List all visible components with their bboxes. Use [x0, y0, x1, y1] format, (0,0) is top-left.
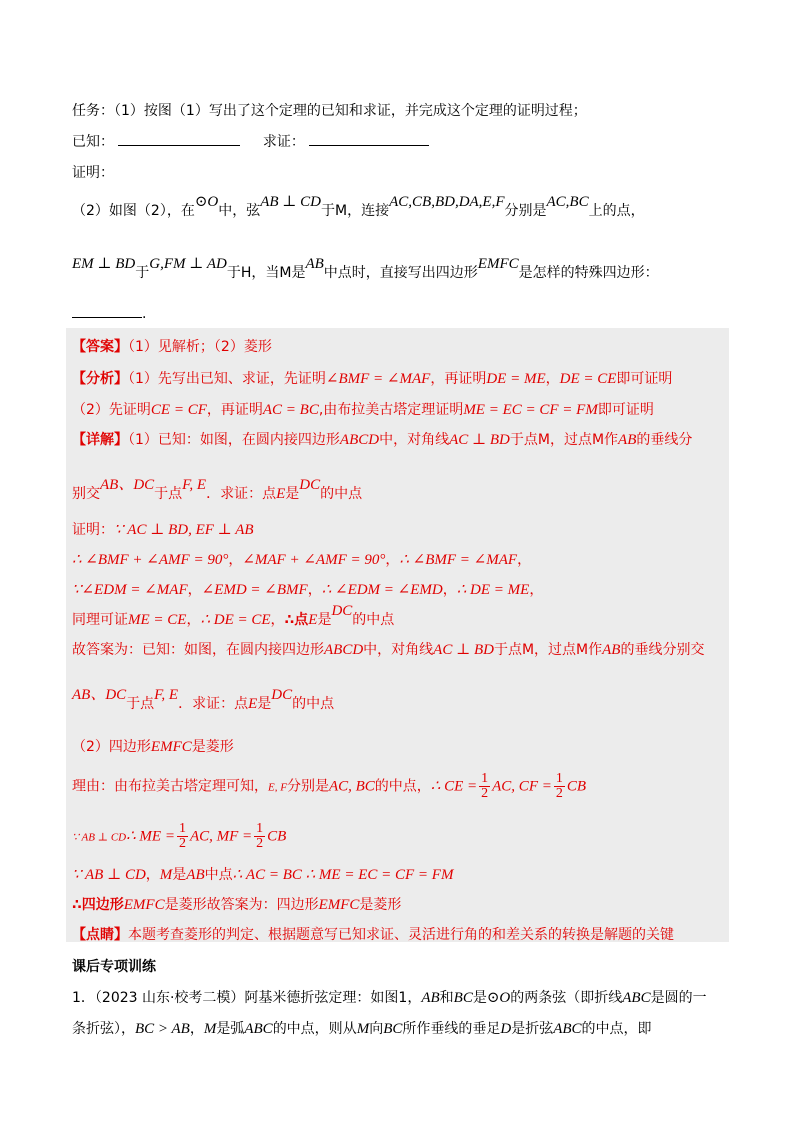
detail-text: ， [442, 582, 457, 598]
detail-text: （2）四边形 [72, 739, 151, 755]
detail-text: ， [187, 582, 202, 598]
detail-line-2 [72, 477, 363, 503]
detail-math: ∴ DE = ME [456, 582, 530, 598]
detail-math: ∵ AC ⊥ BD, EF ⊥ AB [114, 522, 254, 538]
fraction-numerator: 1 [178, 821, 186, 836]
detail-math: AC ⊥ BD [433, 642, 494, 658]
detail-text: ∴点 [284, 612, 309, 628]
detail-math: ∴ ∠EDM = ∠EMD [321, 582, 443, 598]
answer-tag: 【答案】 [72, 339, 128, 355]
q2-text: 分别是 [504, 203, 547, 219]
problem-math: M [203, 1021, 217, 1037]
reason-line-3 [72, 822, 286, 851]
analysis-math: CE = CF [150, 402, 207, 418]
detail-math: E [248, 696, 258, 712]
analysis-text: （1）先写出已知、求证，先证明 [128, 371, 326, 387]
detail-text: 的中点 [320, 486, 363, 502]
reason-line-1 [72, 736, 234, 756]
detail-math: AC, CF = [492, 778, 552, 795]
detail-line-1 [72, 429, 692, 449]
problem-text: 条折弦）， [72, 1021, 135, 1037]
detail-text: ， [145, 867, 160, 883]
detail-math: ∴ CE = [430, 778, 478, 795]
analysis-math: ME = EC = CF = FM [463, 402, 598, 418]
problem-text: 的中点，即 [581, 1021, 652, 1037]
problem1-line-1 [72, 987, 707, 1007]
fraction [177, 822, 188, 851]
q2-math: EM ⊥ BD [72, 256, 136, 272]
proof-line [72, 162, 114, 182]
detail-text: 于点 [154, 486, 183, 502]
q2-math: AB [305, 256, 324, 272]
problem-math: D [500, 1021, 512, 1037]
reason-line-4 [72, 864, 453, 884]
detail-text: 是菱形 [191, 739, 234, 755]
task-text: 任务：（1）按图（1）写出了这个定理的已知和求证，并完成这个定理的证明过程； [72, 103, 587, 119]
detail-text: 中点 [204, 867, 233, 883]
q2-text: 于H，当M是 [226, 265, 306, 281]
comment-text: 本题考查菱形的判定、根据题意写已知求证、灵活进行角的和差关系的转换是解题的关键 [128, 927, 674, 943]
detail-math: E [308, 612, 318, 628]
detail-math: CB [566, 778, 587, 795]
detail-math: AB [186, 867, 205, 883]
detail-math: F, E [182, 477, 207, 493]
detail-math: ∴ ∠BMF + ∠AMF = 90° [72, 552, 229, 568]
detail-math: AB、DC [100, 477, 155, 493]
comment-tag: 【点睛】 [72, 927, 128, 943]
detail-text: ．求证：点 [206, 486, 277, 502]
fraction [254, 822, 265, 851]
fraction-numerator: 1 [256, 821, 264, 836]
detail-math: ME = CE [128, 612, 187, 628]
analysis-text: ，再证明 [206, 402, 263, 418]
detail-text: 是 [317, 612, 332, 628]
fraction-numerator: 1 [555, 771, 563, 786]
detail-text: 是 [172, 867, 187, 883]
proof-line-3 [72, 579, 543, 599]
problem-math: ABC [622, 990, 651, 1006]
q2-line-3 [72, 305, 146, 322]
detail-text: 于点M，过点M作 [509, 432, 619, 448]
detail-text: 的中点， [374, 778, 431, 795]
problem-text: 1．（2023 山东·校考二模）阿基米德折弦定理：如图1， [72, 990, 422, 1006]
detail-math: DC [331, 603, 353, 619]
problem-text: 是折弦 [511, 1021, 554, 1037]
summary-line-2 [72, 687, 335, 713]
detail-text: ， [228, 552, 243, 568]
q2-line-1 [72, 194, 645, 220]
detail-text: 于点M，过点M作 [493, 642, 603, 658]
answer-text: （1）见解析；（2）菱形 [128, 339, 272, 355]
detail-math: ∴ DE = CE [200, 612, 271, 628]
q2-text: 中点时，直接写出四边形 [323, 265, 478, 281]
known-label: 已知： [72, 134, 114, 150]
known-prove-line [72, 131, 429, 151]
detail-math: AC ⊥ BD [449, 432, 510, 448]
detail-text: ， [307, 582, 322, 598]
detail-text: 是 [257, 696, 272, 712]
detail-text: 故答案为：已知：如图，在圆内接四边形 [72, 642, 324, 658]
problem-text: 是圆的一 [650, 990, 707, 1006]
detail-text: 的垂线分 [636, 432, 693, 448]
analysis-text: ,由布拉美古塔定理证明 [318, 402, 464, 418]
problem-math: BC [383, 1021, 403, 1037]
detail-math: AB [602, 642, 621, 658]
detail-math: ABCD [324, 642, 364, 658]
analysis-math: ∠BMF = ∠MAF [325, 371, 431, 387]
detail-math: EMFC [318, 897, 360, 913]
detail-math: ∠MAF + ∠AMF = 90° [242, 552, 386, 568]
q2-text: 是怎样的特殊四边形： [518, 265, 659, 281]
detail-math: AB [618, 432, 637, 448]
detail-text: 中，对角线 [363, 642, 434, 658]
detail-text: ， [270, 612, 285, 628]
problem-text: 和 [439, 990, 454, 1006]
analysis-text: （2）先证明 [72, 402, 151, 418]
detail-text: 是菱形故答案为：四边形 [164, 897, 319, 913]
detail-text: 的中点 [292, 696, 335, 712]
problem-text: 向 [369, 1021, 384, 1037]
detail-math: CB [267, 828, 287, 845]
detail-text: 理由：由布拉美古塔定理可知， [72, 778, 268, 795]
answer-line [72, 336, 272, 356]
fraction-denominator: 2 [555, 786, 563, 801]
detail-text: 的垂线分别交 [620, 642, 705, 658]
q2-line-2 [72, 256, 659, 282]
prove-label: 求证： [262, 134, 305, 150]
analysis-text: 即可证明 [616, 371, 673, 387]
detail-math: F, E [154, 687, 179, 703]
fraction-denominator: 2 [256, 836, 264, 851]
detail-math: EMFC [123, 897, 165, 913]
detail-tag: 【详解】 [72, 432, 128, 448]
prove-blank[interactable] [309, 133, 429, 146]
task-line [72, 100, 587, 120]
problem-text: 是 [472, 990, 487, 1006]
q2-text: 于 [135, 265, 150, 281]
analysis-text: 即可证明 [597, 402, 654, 418]
proof-label: 证明： [72, 165, 114, 181]
detail-math: E, F [268, 781, 287, 794]
q2-math: EMFC [477, 256, 519, 272]
detail-math: ∴ AC = BC ∴ ME = EC = CF = FM [232, 867, 454, 883]
detail-math: ABCD [339, 432, 380, 448]
q2-answer-blank[interactable] [72, 305, 142, 318]
q2-text: （2）如图（2），在 [72, 203, 195, 219]
analysis-math: DE = ME [486, 371, 546, 387]
detail-text: 的中点 [352, 612, 395, 628]
q2-math: G,FM ⊥ AD [149, 256, 227, 272]
detail-text: （1）已知：如图，在圆内接四边形 [128, 432, 340, 448]
detail-text: ．求证：点 [178, 696, 249, 712]
detail-text: ， [186, 612, 201, 628]
fraction [554, 772, 565, 801]
detail-math: AC, BC [328, 778, 375, 795]
q2-math: AC,BC [546, 194, 589, 210]
problem-text: ， [189, 1021, 204, 1037]
detail-text: ∴四边形 [72, 897, 124, 913]
problem-text: 所作垂线的垂足 [402, 1021, 501, 1037]
detail-math: DC [271, 687, 293, 703]
detail-math: AC, MF = [189, 828, 253, 845]
problem-math: ABC [244, 1021, 273, 1037]
q2-text: 中，弦 [218, 203, 261, 219]
comment-line [72, 924, 674, 944]
problem-math: ABC [553, 1021, 582, 1037]
detail-math: ∵∠EDM = ∠MAF [72, 582, 188, 598]
q2-math: AC,CB,BD,DA,E,F [389, 194, 505, 210]
reason-line-5 [72, 894, 401, 914]
detail-text: 同理可证 [72, 612, 128, 628]
detail-text: ， [517, 552, 532, 568]
detail-text: ， [529, 582, 544, 598]
problem-math: BC [453, 990, 473, 1006]
proof-line-2 [72, 549, 531, 569]
detail-text: ， [385, 552, 400, 568]
q2-text: 上的点， [588, 203, 645, 219]
q2-text: . [142, 306, 147, 322]
detail-text: 证明： [72, 522, 114, 538]
analysis-math: AC = BC [262, 402, 319, 418]
section-heading-text: 课后专项训练 [72, 959, 156, 975]
detail-text: 中，对角线 [379, 432, 450, 448]
detail-math: AB、DC [72, 687, 127, 703]
summary-line-1 [72, 639, 704, 659]
problem-text: 的两条弦（即折线 [510, 990, 623, 1006]
detail-text: 是菱形 [359, 897, 402, 913]
detail-math: M [159, 867, 173, 883]
detail-math: ∠EMD = ∠BMF [201, 582, 308, 598]
analysis-line-2 [72, 399, 654, 419]
fraction-numerator: 1 [481, 771, 489, 786]
problem-text: 是弧 [216, 1021, 245, 1037]
detail-math: ∴ ME = [126, 828, 175, 845]
problem-math: M [356, 1021, 370, 1037]
problem-math: BC > AB [135, 1021, 190, 1037]
fraction [479, 772, 490, 801]
problem1-line-2 [72, 1018, 652, 1038]
analysis-text: ， [545, 371, 560, 387]
analysis-text: ，再证明 [430, 371, 487, 387]
fraction-denominator: 2 [481, 786, 489, 801]
detail-text: 别交 [72, 486, 100, 502]
detail-math: ∵ AB ⊥ CD [72, 831, 127, 844]
analysis-math: DE = CE [559, 371, 617, 387]
detail-text: 于点 [126, 696, 155, 712]
detail-math: DC [299, 477, 321, 493]
detail-math: E [276, 486, 286, 502]
detail-math: ∴ ∠BMF = ∠MAF [399, 552, 518, 568]
problem-math: ⊙O [486, 990, 511, 1006]
problem-math: AB [421, 990, 440, 1006]
analysis-line-1 [72, 368, 672, 388]
detail-math: EMFC [150, 739, 192, 755]
q2-text: 于M，连接 [321, 203, 390, 219]
q2-math: ⊙O [194, 194, 219, 210]
reason-line-2 [72, 772, 586, 801]
proof-line-1 [72, 519, 254, 539]
detail-math: ∵ AB ⊥ CD [72, 867, 146, 883]
detail-text: 是 [285, 486, 300, 502]
problem-text: 的中点，则从 [272, 1021, 357, 1037]
section-heading [72, 956, 156, 976]
proof-line-4 [72, 603, 395, 629]
analysis-tag: 【分析】 [72, 371, 128, 387]
fraction-denominator: 2 [178, 836, 186, 851]
known-blank[interactable] [118, 133, 240, 146]
q2-math: AB ⊥ CD [260, 194, 322, 210]
detail-text: 分别是 [286, 778, 329, 795]
